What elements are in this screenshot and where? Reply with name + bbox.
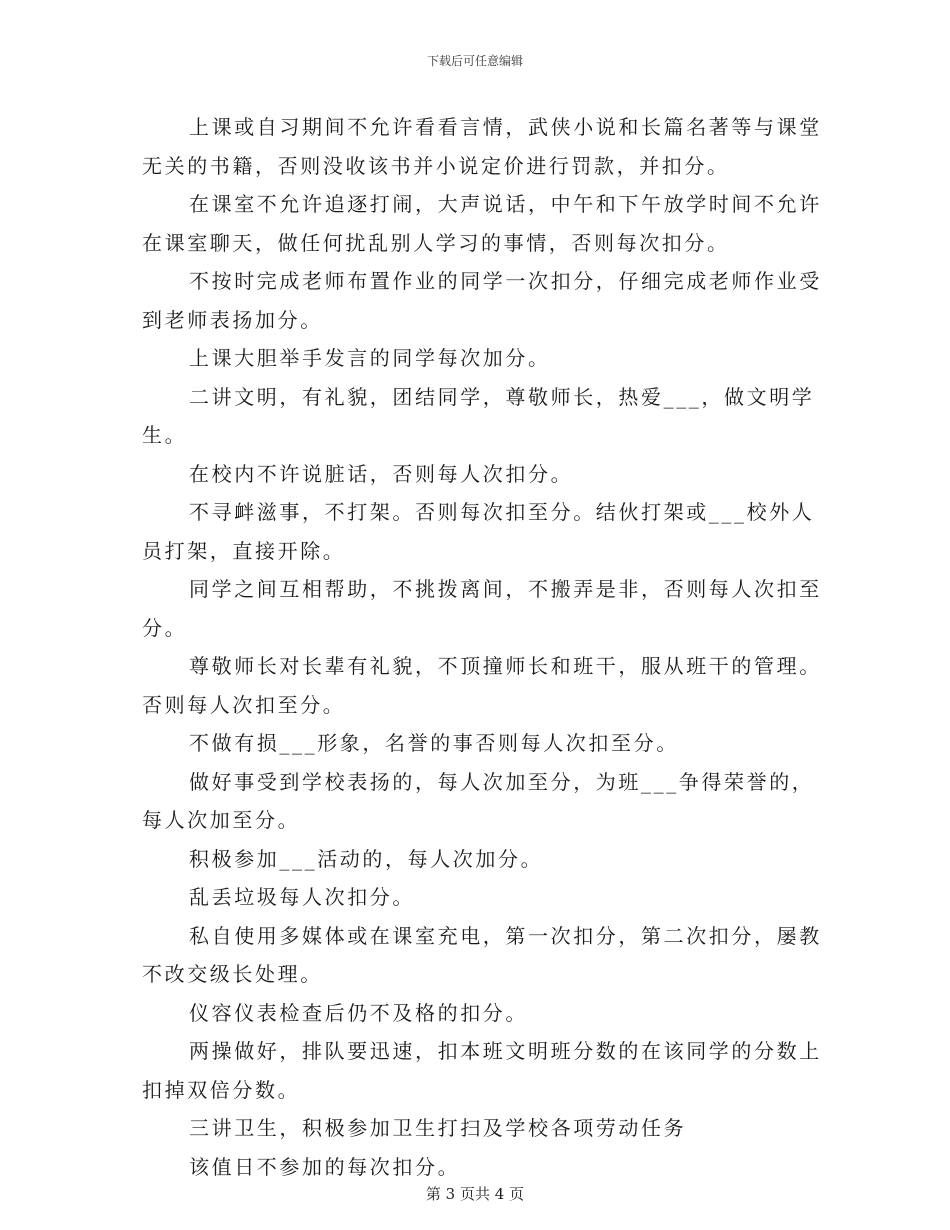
document-body: [142, 108, 822, 1186]
paragraph-6: 在校内不许说脏话，否则每人次扣分。: [189, 461, 574, 486]
paragraph-16: 两操做好，排队要迅速，扣本班文明班分数的在该同学的分数上扣掉双倍分数。: [142, 1039, 822, 1102]
paragraph-5: 二讲文明，有礼貌，团结同学，尊敬师长，热爱___，做文明学生。: [142, 384, 815, 447]
paragraph-10: 不做有损___形象，名誉的事否则每人次扣至分。: [189, 731, 679, 755]
paragraph-12: 积极参加___活动的，每人次加分。: [189, 846, 544, 871]
paragraph-18: 该值日不参加的每次扣分。: [189, 1154, 461, 1179]
paragraph-13: 乱丢垃圾每人次扣分。: [189, 885, 415, 909]
paragraph-3: 不按时完成老师布置作业的同学一次扣分，仔细完成老师作业受到老师表扬加分。: [142, 269, 822, 332]
paragraph-17: 三讲卫生，积极参加卫生打扫及学校各项劳动任务: [189, 1116, 687, 1140]
paragraph-9: 尊敬师长对长辈有礼貌，不顶撞师长和班干，服从班干的管理。否则每人次扣至分。: [142, 654, 822, 717]
paragraph-2: 在课室不允许追逐打闹，大声说话，中午和下午放学时间不允许在课室聊天，做任何扰乱别人学习的事情，否则每次扣分。: [142, 192, 822, 255]
paragraph-8: 同学之间互相帮助，不挑拨离间，不搬弄是非，否则每人次扣至分。: [142, 577, 822, 640]
paragraph-1: 上课或自习期间不允许看看言情，武侠小说和长篇名著等与课堂无关的书籍，否则没收该书并小说定价进行罚款，并扣分。: [142, 115, 822, 178]
paragraph-11: 做好事受到学校表扬的，每人次加至分，为班___争得荣誉的，每人次加至分。: [142, 769, 815, 832]
paragraph-14: 私自使用多媒体或在课室充电，第一次扣分，第二次扣分，屡教不改交级长处理。: [142, 923, 822, 986]
paragraph-15: 仪容仪表检查后仍不及格的扣分。: [189, 1000, 528, 1025]
page-header: 下载后可任意编辑: [426, 54, 523, 68]
paragraph-7: 不寻衅滋事，不打架。否则每次扣至分。结伙打架或___校外人员打架，直接开除。: [142, 500, 815, 563]
paragraph-4: 上课大胆举手发言的同学每次加分。: [189, 346, 551, 370]
page-footer: 第 3 页共 4 页: [425, 1185, 525, 1203]
